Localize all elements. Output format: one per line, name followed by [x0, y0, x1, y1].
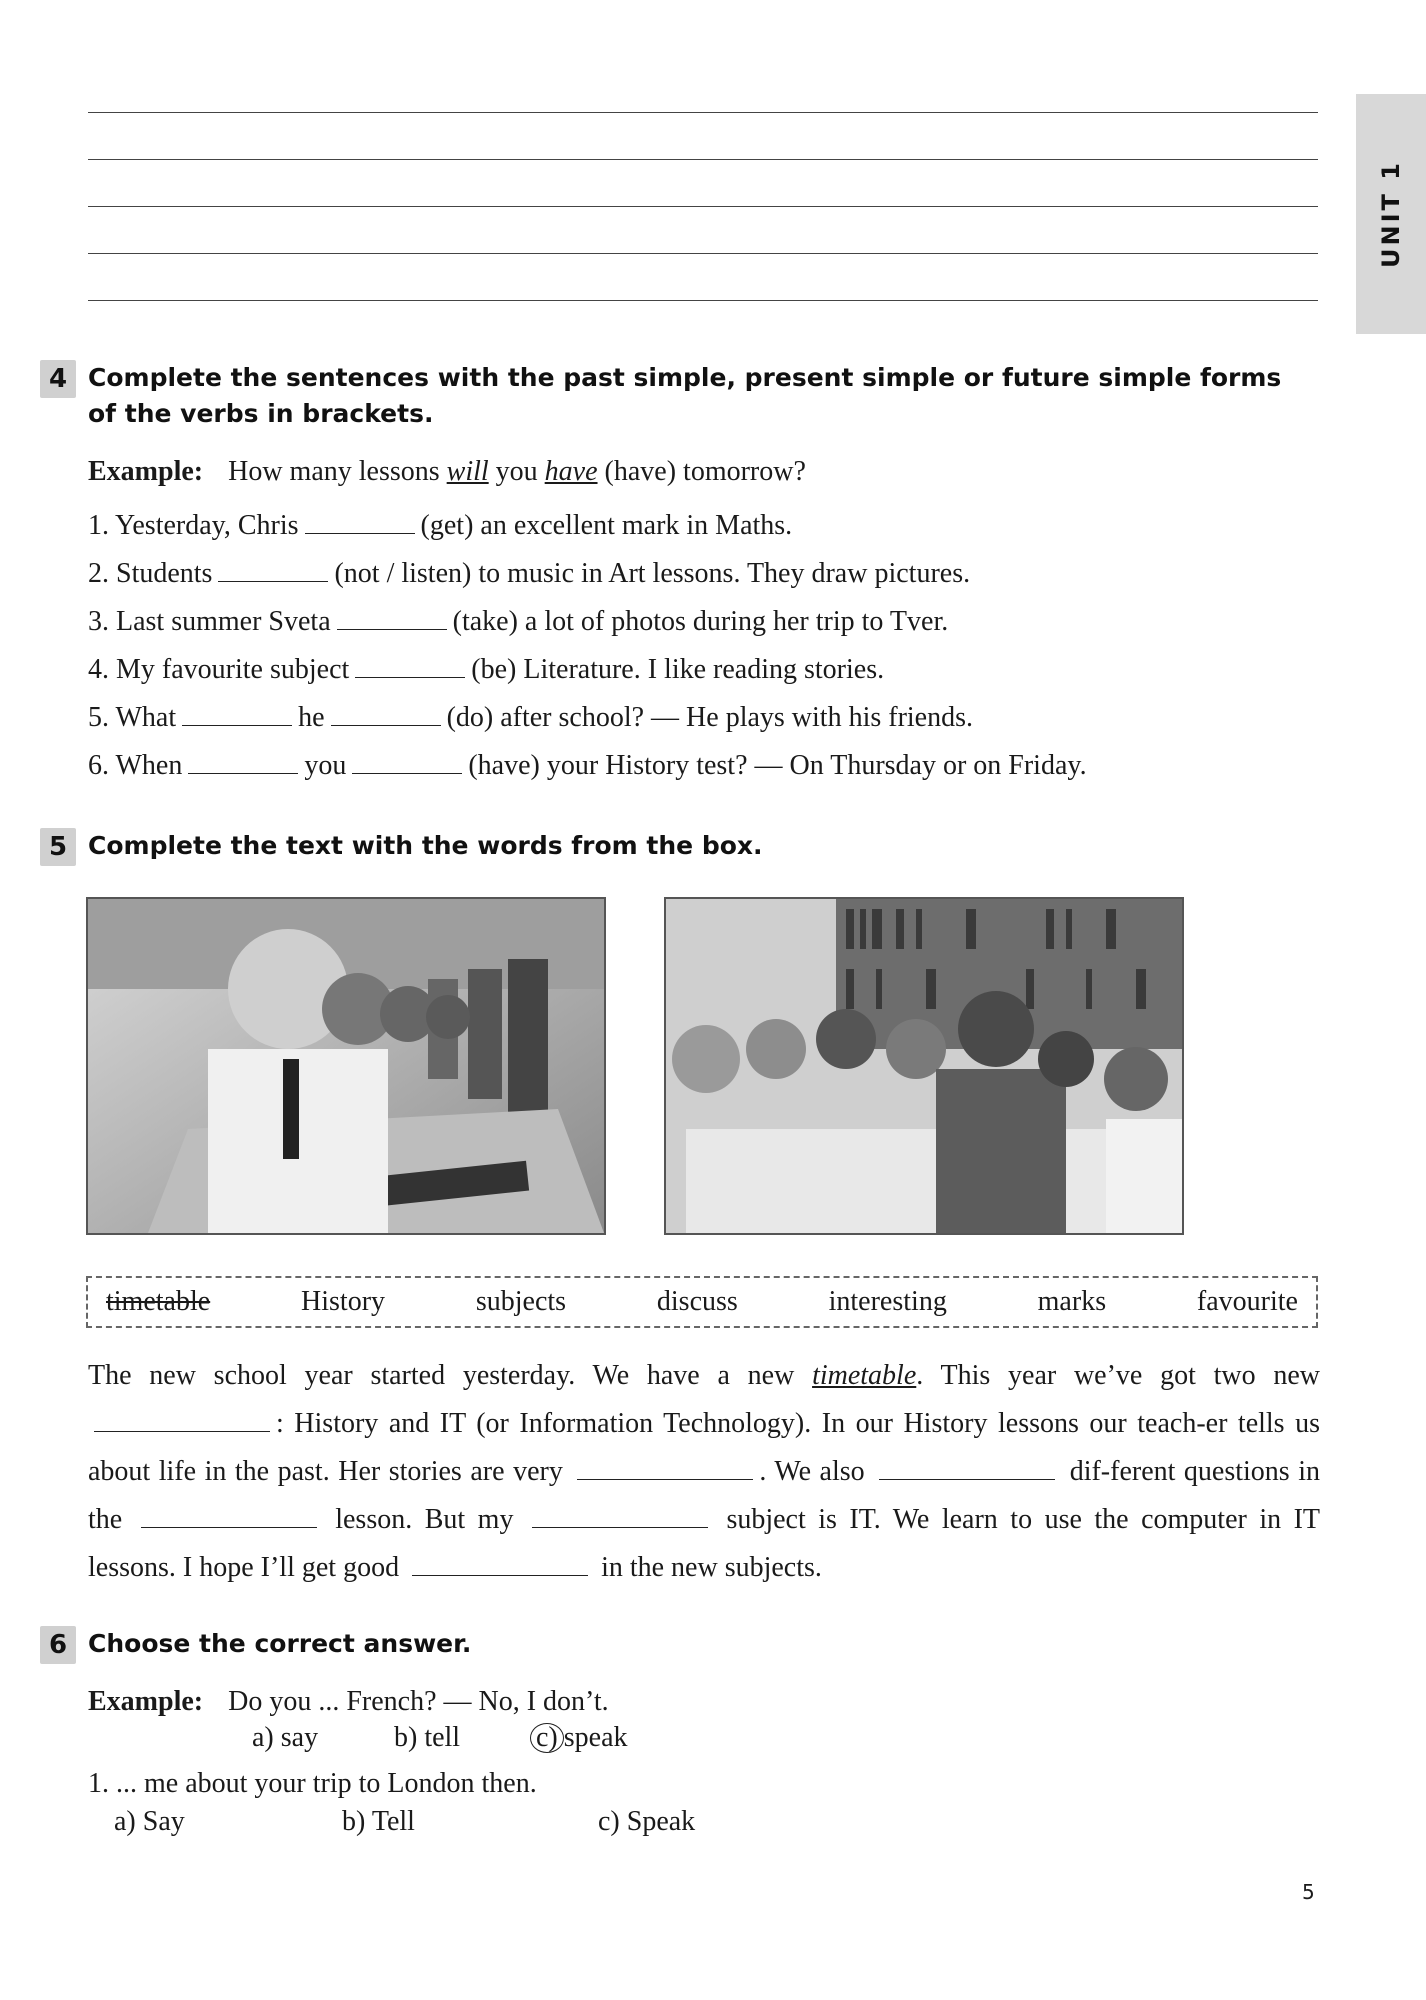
- task-4-instruction: Complete the sentences with the past simple, present simple or future simple forms of the verbs in brackets.: [88, 363, 1282, 428]
- item-text: (be) Literature. I like reading stories.: [471, 654, 885, 685]
- item-text: he: [298, 702, 325, 733]
- task-4-item-6: [88, 748, 1087, 784]
- answer-blank[interactable]: [218, 580, 328, 582]
- answer-blank[interactable]: [352, 772, 462, 774]
- item-text: (have) your History test? — On Thursday or on Friday.: [468, 750, 1087, 781]
- photo-library-discussion: [664, 897, 1184, 1235]
- task-4-item-2: [88, 556, 970, 592]
- task-4-item-1: [88, 508, 792, 544]
- task-4-item-4: [88, 652, 884, 688]
- example-text: you: [495, 456, 538, 487]
- text-segment: in the new subjects.: [601, 1552, 822, 1583]
- item-text: (do) after school? — He plays with his friends.: [446, 702, 973, 733]
- writing-line: [88, 112, 1318, 113]
- option-c-selected: [530, 1720, 628, 1756]
- option-c-word: speak: [563, 1722, 628, 1753]
- task-4-number: 4: [40, 360, 76, 398]
- example-label: Example:: [88, 456, 204, 487]
- text-segment: . This year we’ve got two new: [916, 1360, 1321, 1391]
- task-6-example: [88, 1684, 609, 1720]
- selected-answer-circle: c): [530, 1723, 564, 1753]
- task-6-question-1: 1. ... me about your trip to London then.: [88, 1768, 537, 1799]
- answer-blank[interactable]: [305, 532, 415, 534]
- answer-blank[interactable]: [337, 628, 447, 630]
- task-4-header: [40, 360, 1288, 432]
- task-5-header: [40, 828, 763, 866]
- writing-line: [88, 253, 1318, 254]
- answer-blank[interactable]: [355, 676, 465, 678]
- text-segment: . We also: [759, 1456, 865, 1487]
- item-text: 2. Students: [88, 558, 213, 589]
- example-text: (have) tomorrow?: [604, 456, 806, 487]
- task-4-item-5: [88, 700, 973, 736]
- word-box-word: discuss: [656, 1286, 738, 1317]
- answer-blank[interactable]: [141, 1526, 317, 1528]
- writing-line: [88, 206, 1318, 207]
- task-4-example: [88, 454, 806, 490]
- item-text: 3. Last summer Sveta: [88, 606, 331, 637]
- example-answer-have: have: [544, 456, 598, 487]
- answer-blank[interactable]: [188, 772, 298, 774]
- text-segment: subject is IT. We learn to use the computer in IT lessons. I hope I’ll get good: [88, 1504, 1321, 1583]
- answer-blank[interactable]: [532, 1526, 708, 1528]
- item-text: 6. When: [88, 750, 183, 781]
- option-c[interactable]: c) Speak: [598, 1806, 696, 1837]
- unit-tab-label: UNIT 1: [1377, 160, 1405, 268]
- example-text: How many lessons: [228, 456, 440, 487]
- answer-blank[interactable]: [94, 1430, 270, 1432]
- text-segment: dif-ferent questions in the: [88, 1456, 1321, 1535]
- text-segment: : History and IT (or Information Technology). In our History lessons our teach-er tells us about life in the past. Her stories are very: [88, 1408, 1320, 1487]
- task-5-instruction: Complete the text with the words from the box.: [88, 831, 763, 860]
- word-box-word: interesting: [828, 1286, 947, 1317]
- word-box-word: marks: [1037, 1286, 1107, 1317]
- item-text: 4. My favourite subject: [88, 654, 350, 685]
- task-6-number: 6: [40, 1626, 76, 1664]
- word-box-word: History: [301, 1286, 386, 1317]
- page-number: 5: [1302, 1880, 1315, 1904]
- answer-writing-lines: [88, 112, 1318, 347]
- item-text: (get) an excellent mark in Maths.: [420, 510, 793, 541]
- example-answer-will: will: [446, 456, 489, 487]
- answer-blank[interactable]: [331, 724, 441, 726]
- option-a[interactable]: a) Say: [114, 1806, 185, 1837]
- text-segment: The new school year started yesterday. We have a new: [88, 1360, 795, 1391]
- item-text: you: [304, 750, 347, 781]
- item-text: (take) a lot of photos during her trip to Tver.: [452, 606, 949, 637]
- example-answer-timetable: timetable: [812, 1360, 917, 1391]
- item-text: 5. What: [88, 702, 177, 733]
- word-box-word: favourite: [1196, 1286, 1298, 1317]
- task-6-header: [40, 1626, 471, 1664]
- task-5-number: 5: [40, 828, 76, 866]
- answer-blank[interactable]: [412, 1574, 588, 1576]
- photo-computer-class-image: [88, 899, 604, 1233]
- item-text: (not / listen) to music in Art lessons. They draw pictures.: [334, 558, 971, 589]
- answer-blank[interactable]: [879, 1478, 1055, 1480]
- photo-computer-class: [86, 897, 606, 1235]
- option-b: b) tell: [394, 1722, 461, 1753]
- photo-library-discussion-image: [666, 899, 1182, 1233]
- task-5-text: [88, 1352, 1320, 1592]
- item-text: 1. Yesterday, Chris: [88, 510, 299, 541]
- text-segment: lesson. But my: [335, 1504, 514, 1535]
- answer-blank[interactable]: [577, 1478, 753, 1480]
- word-box-word: timetable: [106, 1286, 211, 1317]
- option-b[interactable]: b) Tell: [342, 1806, 415, 1837]
- task-6-question-1-options: [114, 1804, 695, 1840]
- unit-tab: [1356, 94, 1426, 334]
- example-label: Example:: [88, 1686, 204, 1717]
- writing-line: [88, 159, 1318, 160]
- answer-blank[interactable]: [182, 724, 292, 726]
- word-box: [86, 1276, 1318, 1328]
- word-box-word: subjects: [475, 1286, 567, 1317]
- task-6-instruction: Choose the correct answer.: [88, 1629, 472, 1658]
- writing-line: [88, 300, 1318, 301]
- task-6-example-options: [252, 1720, 628, 1756]
- task-4-item-3: [88, 604, 948, 640]
- example-question: Do you ... French? — No, I don’t.: [228, 1686, 609, 1717]
- option-a: a) say: [252, 1722, 319, 1753]
